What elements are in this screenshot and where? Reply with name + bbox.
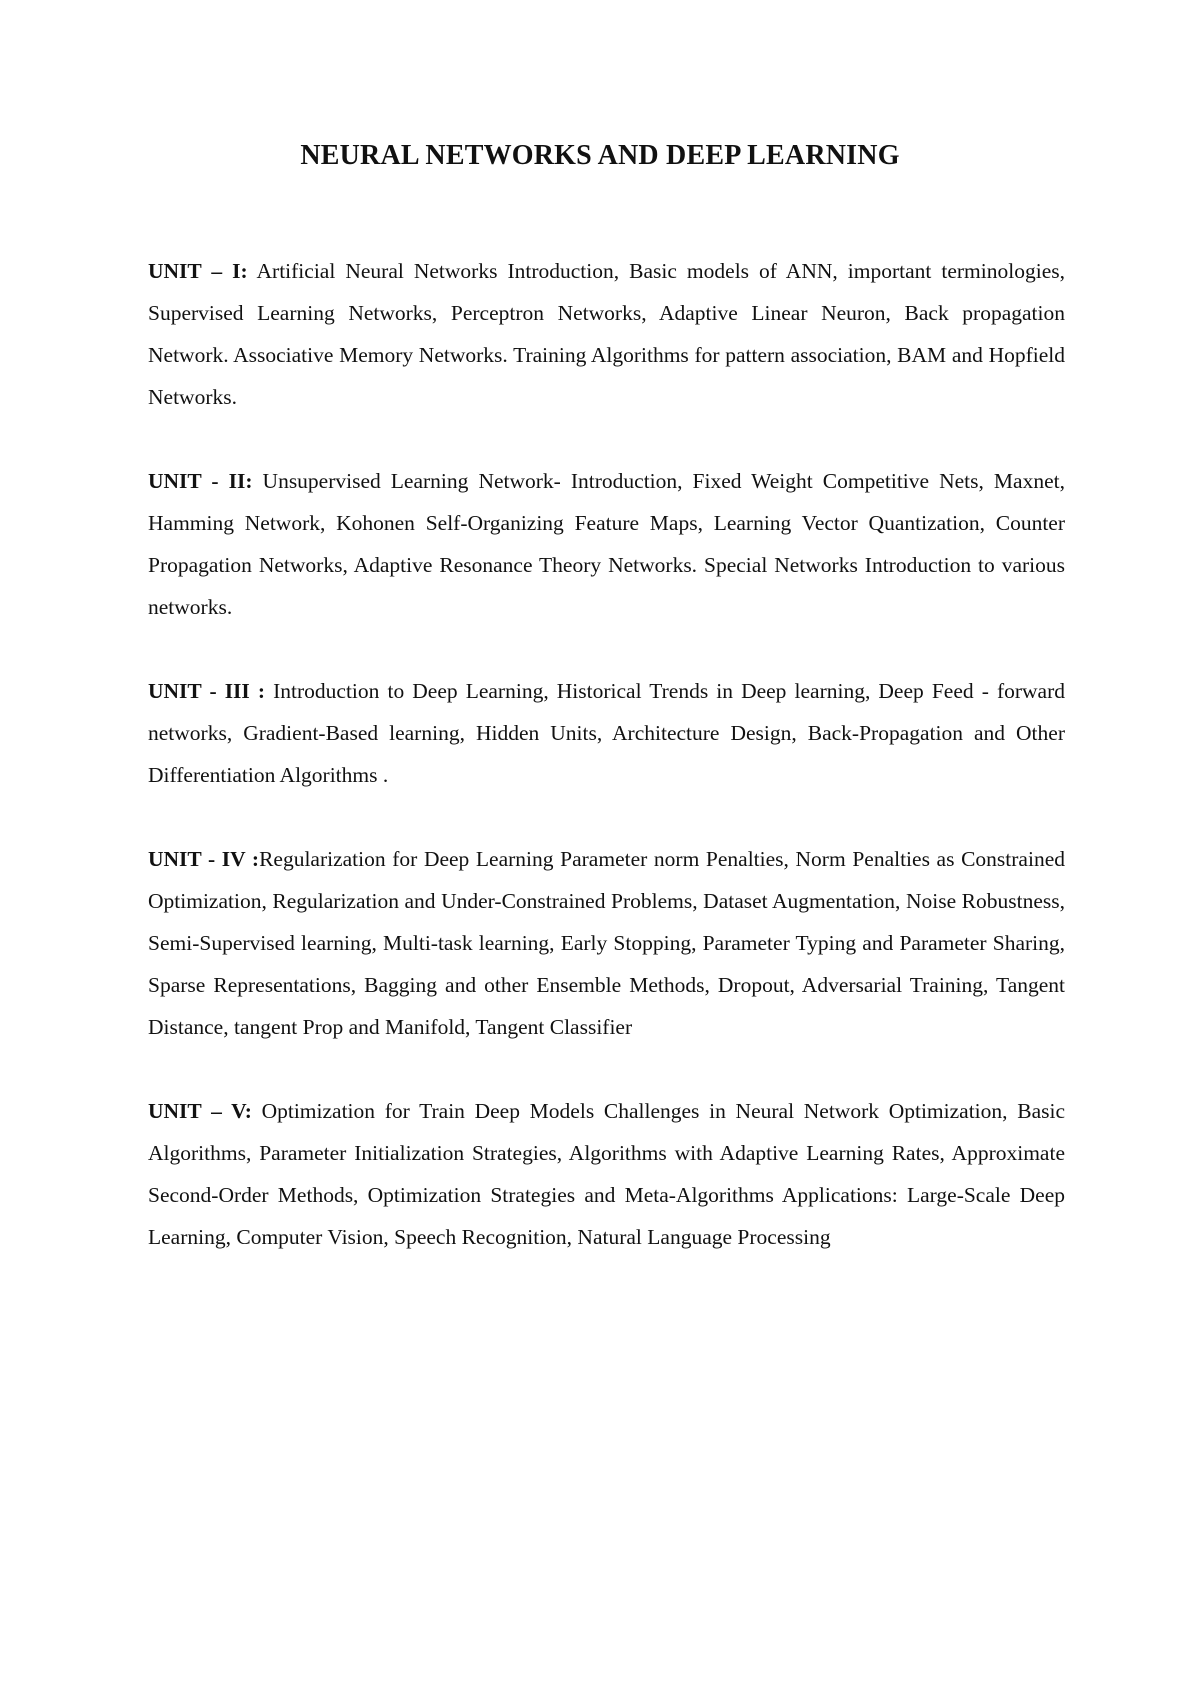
unit-4-text: Regularization for Deep Learning Parameter norm Penalties, Norm Penalties as Constrained Optimization, Regularization and Under-Constrained Problems, Dataset Augmentation, Noise Robustness, Semi-Supervised learning, Multi-task learning, Early Stopping, Parameter Typing and Parameter Sharing, Sparse Representations, Bagging and other Ensemble Methods, Dropout, Adversarial Training, Tangent Distance, tangent Prop and Manifold, Tangent Classifier (148, 847, 1065, 1039)
document-title: NEURAL NETWORKS AND DEEP LEARNING (300, 140, 900, 171)
unit-2-text: Unsupervised Learning Network- Introduction, Fixed Weight Competitive Nets, Maxnet, Hamming Network, Kohonen Self-Organizing Feature Maps, Learning Vector Quantization, Counter Propagation Networks, Adaptive Resonance Theory Networks. Special Networks Introduction to various networks. (148, 469, 1065, 619)
unit-1-paragraph (148, 250, 1065, 418)
unit-5-label: UNIT – V: (148, 1099, 252, 1123)
unit-3-text: Introduction to Deep Learning, Historical Trends in Deep learning, Deep Feed - forward networks, Gradient-Based learning, Hidden Units, Architecture Design, Back-Propagation and Other Differentiation Algorithms . (148, 679, 1065, 787)
unit-3-label: UNIT - III : (148, 679, 266, 703)
unit-2-label: UNIT - II: (148, 469, 253, 493)
unit-4-paragraph (148, 838, 1065, 1048)
unit-3-paragraph (148, 670, 1065, 796)
unit-5-text: Optimization for Train Deep Models Challenges in Neural Network Optimization, Basic Algorithms, Parameter Initialization Strategies, Algorithms with Adaptive Learning Rates, Approximate Second-Order Methods, Optimization Strategies and Meta-Algorithms Applications: Large-Scale Deep Learning, Computer Vision, Speech Recognition, Natural Language Processing (148, 1099, 1065, 1249)
unit-2-paragraph (148, 460, 1065, 628)
syllabus-content (148, 250, 1065, 1300)
unit-5-paragraph (148, 1090, 1065, 1258)
unit-1-label: UNIT – I: (148, 259, 248, 283)
unit-1-text: Artificial Neural Networks Introduction, Basic models of ANN, important terminologies, Supervised Learning Networks, Perceptron Networks, Adaptive Linear Neuron, Back propagation Network. Associative Memory Networks. Training Algorithms for pattern association, BAM and Hopfield Networks. (148, 259, 1065, 409)
unit-4-label: UNIT - IV : (148, 847, 260, 871)
